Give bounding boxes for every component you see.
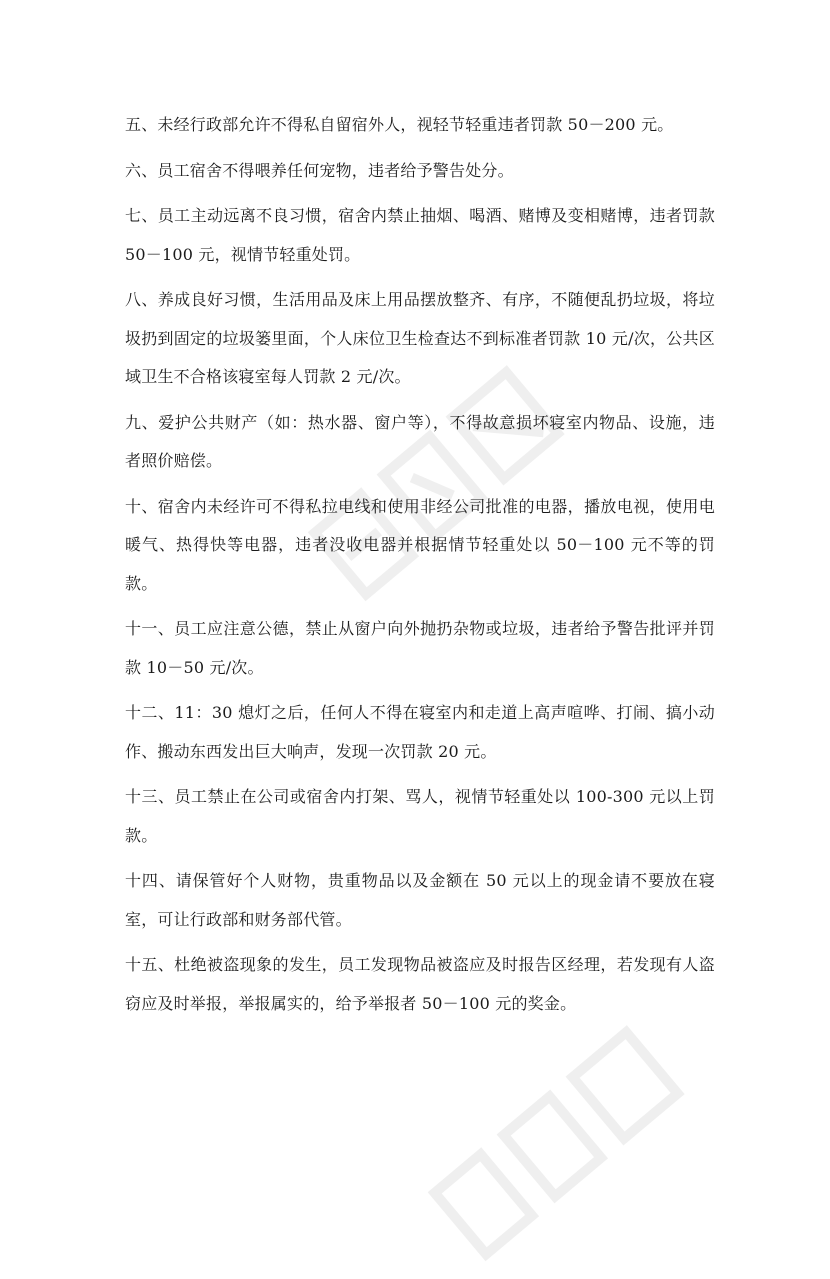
rule-7: 七、员工主动远离不良习惯，宿舍内禁止抽烟、喝酒、赌博及变相赌博，违者罚款 50－100 元，视情节轻重处罚。 [125, 206, 715, 264]
rule-5: 五、未经行政部允许不得私自留宿外人，视轻节轻重违者罚款 50－200 元。 [125, 115, 674, 134]
rule-12: 十二、11：30 熄灯之后，任何人不得在寝室内和走道上高声喧哗、打闹、搞小动作、搬动东西发出巨大响声，发现一次罚款 20 元。 [125, 703, 715, 761]
rule-15: 十五、杜绝被盗现象的发生，员工发现物品被盗应及时报告区经理，若发现有人盗窃应及时举报，举报属实的，给予举报者 50－100 元的奖金。 [125, 955, 715, 1013]
rule-6: 六、员工宿舍不得喂养任何宠物，违者给予警告处分。 [125, 160, 514, 180]
rule-13: 十三、员工禁止在公司或宿舍内打架、骂人，视情节轻重处以 100-300 元以上罚款。 [125, 787, 715, 845]
watermark-logo-bottom [414, 1004, 706, 1276]
rule-8: 八、养成良好习惯，生活用品及床上用品摆放整齐、有序，不随便乱扔垃圾，将垃圾扔到固定的垃圾篓里面，个人床位卫生检查达不到标准者罚款 10 元/次，公共区域卫生不合格该寝室每人罚款 2 元/次。 [125, 290, 715, 386]
rules-body [125, 106, 715, 1030]
rule-11: 十一、员工应注意公德，禁止从窗户向外抛扔杂物或垃圾，违者给予警告批评并罚款 10－50 元/次。 [125, 619, 715, 677]
rule-9: 九、爱护公共财产（如：热水器、窗户等），不得故意损坏寝室内物品、设施，违者照价赔偿。 [125, 412, 715, 470]
watermark-graphic-bottom [414, 1004, 706, 1276]
rule-14: 十四、请保管好个人财物，贵重物品以及金额在 50 元以上的现金请不要放在寝室，可让行政部和财务部代管。 [125, 871, 715, 929]
rule-10: 十、宿舍内未经许可不得私拉电线和使用非经公司批准的电器，播放电视，使用电暖气、热得快等电器，违者没收电器并根据情节轻重处以 50－100 元不等的罚款。 [125, 496, 715, 593]
